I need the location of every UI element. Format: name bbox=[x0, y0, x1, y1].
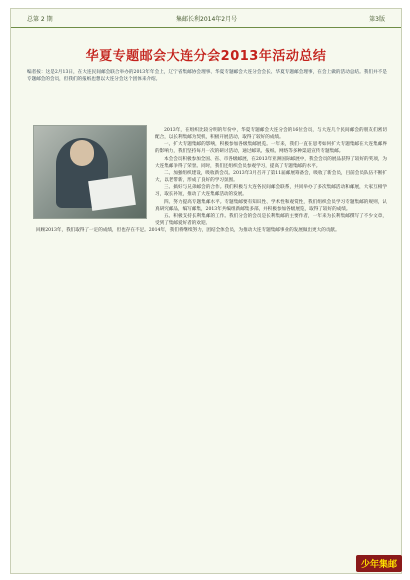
paragraph-8: 回顾2013年，我们取得了一定的成绩，但也存在不足。2014年，我们将继续努力，团结全体会员，为推动大连专题集邮事业的发展做出更大的贡献。 bbox=[36, 228, 340, 234]
paragraph-2: 一、扩大专题集邮的影响，积极参加各级集邮展览。一年来，我们一直在思考如何扩大专题集邮在大连集邮界的影响力，我们坚持每月一次的研讨活动，通过邮讯、报纸、网络等多种渠道宣传专题集邮。 bbox=[155, 142, 387, 155]
page-header bbox=[11, 9, 401, 28]
paragraph-3: 本会会员积极参加全国、省、市各级邮展，在2013年亚洲国际邮展中，我会会员的展品获得了较好的奖项，为大连集邮争得了荣誉。同时，我们还组织会员参观学习，提高了专题集邮的水平。 bbox=[155, 156, 388, 169]
paragraph-7: 五、积极支持长利集邮的工作。我们分会的会员是长利集邮的主要作者，一年来为长利集邮撰写了不少文章，受到了集邮爱好者的欢迎。 bbox=[155, 213, 387, 227]
issue-number: 总第 2 期 bbox=[27, 16, 53, 23]
page-number: 第3版 bbox=[369, 16, 385, 23]
publication-name: 集邮长利2014年2月号 bbox=[176, 16, 238, 23]
reading-paper bbox=[88, 175, 136, 211]
person-face bbox=[70, 140, 94, 166]
newsletter-page bbox=[10, 8, 402, 574]
editor-note: 编者按：这是2月13日，在大连民间邮会联合举办的2013年年会上，辽宁省集邮协会理事、华夏专题邮会大连分会会长、华夏专题邮会理事，在会上做的活动总结。我们并不是专题邮会的会员，但我们的报纸也想以大连分会这个团体来介绍。 bbox=[27, 70, 387, 83]
brand-logo: 少年集邮 bbox=[356, 555, 402, 572]
paragraph-4: 二、加强组织建设，吸收新会员。2013年3月召开了第11届邮展筹备会，吸收了新会员，目前会员队伍不断扩大，以老带新，形成了良好的学习氛围。 bbox=[155, 170, 387, 184]
paragraph-6: 四、努力提高专题集邮水平。专题集邮要有知识性、学术性和观赏性，我们组织会员学习专题集邮的规则，认真研究邮品，编写邮集，2013年共编组新邮集多部，并积极参加各级展览，取得了较好的成绩。 bbox=[155, 199, 387, 212]
paragraph-5: 三、搞好与兄弟邮会的合作。我们积极与大连各民间邮会联系，共同举办了多次集邮活动和邮展，大家互相学习，取长补短，推动了大连集邮活动的发展。 bbox=[155, 185, 387, 198]
author-photo bbox=[33, 125, 147, 219]
paragraph-1: 2013年，在组织比较分明的年份中，华夏专题邮会大连分会的16位会员，与大连几个民间邮会的朋友们密切配合，以长利集邮为契机，积极开展活动，取得了较好的成绩。 bbox=[155, 128, 387, 141]
article-title: 华夏专题邮会大连分会2013年活动总结 bbox=[85, 49, 327, 64]
